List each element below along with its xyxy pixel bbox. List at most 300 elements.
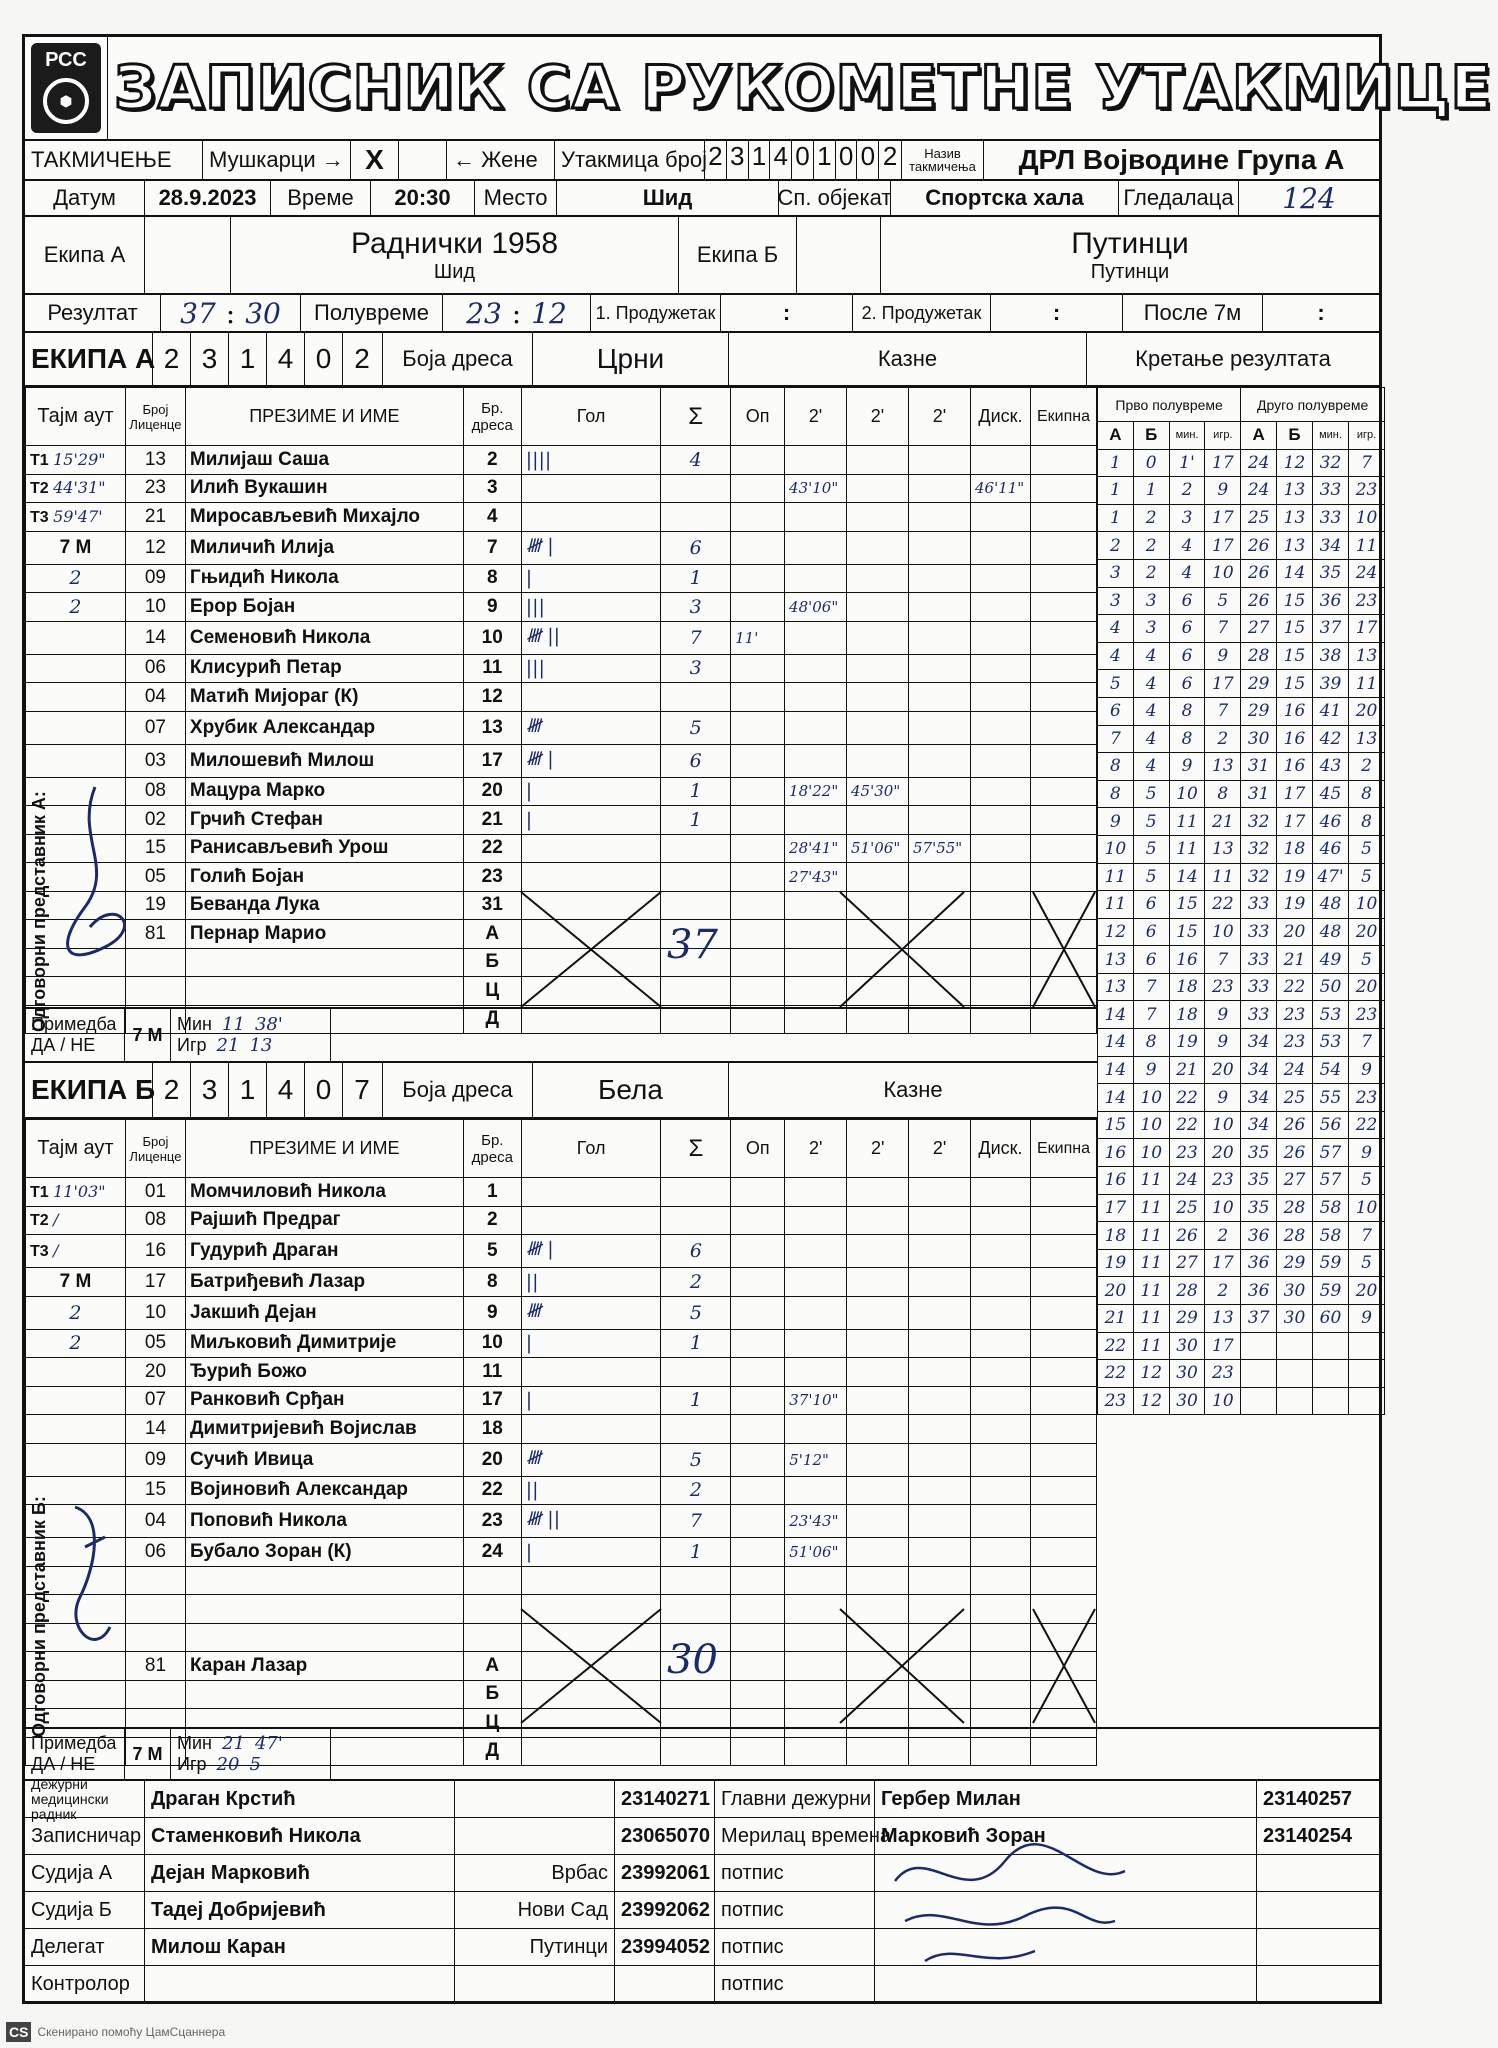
- two-min-3[interactable]: [909, 1415, 971, 1444]
- goal-sum[interactable]: [661, 1566, 731, 1595]
- progress-cell[interactable]: 35: [1312, 559, 1348, 587]
- progress-cell[interactable]: 26: [1241, 587, 1277, 615]
- disq-cell[interactable]: [970, 503, 1030, 532]
- two-min-1[interactable]: 23'43": [785, 1505, 847, 1538]
- progress-cell[interactable]: 10: [1133, 1111, 1169, 1139]
- progress-cell[interactable]: 4: [1133, 753, 1169, 781]
- team-penalty-cell[interactable]: [1030, 531, 1096, 564]
- progress-cell[interactable]: [1312, 1360, 1348, 1388]
- progress-cell[interactable]: 25: [1277, 1084, 1313, 1112]
- progress-cell[interactable]: 34: [1312, 532, 1348, 560]
- warning-cell[interactable]: [731, 1476, 785, 1505]
- two-min-2[interactable]: [847, 863, 909, 892]
- progress-cell[interactable]: 28: [1169, 1277, 1205, 1305]
- progress-cell[interactable]: [1312, 1332, 1348, 1360]
- two-min-3[interactable]: [909, 1443, 971, 1476]
- goal-sum[interactable]: 6: [661, 531, 731, 564]
- disq-cell[interactable]: [971, 1505, 1031, 1538]
- team-penalty-cell[interactable]: [1030, 1386, 1096, 1415]
- timeout-cell[interactable]: 2: [26, 593, 126, 622]
- progress-cell[interactable]: 13: [1277, 504, 1313, 532]
- goal-sum[interactable]: 7: [661, 621, 731, 654]
- progress-cell[interactable]: 9: [1205, 1001, 1241, 1029]
- progress-cell[interactable]: 1: [1098, 504, 1134, 532]
- goal-sum[interactable]: [661, 1178, 731, 1207]
- two-min-1[interactable]: [785, 920, 847, 949]
- timeout-cell[interactable]: [26, 711, 126, 744]
- two-min-2[interactable]: [847, 593, 909, 622]
- progress-cell[interactable]: 41: [1312, 697, 1348, 725]
- progress-cell[interactable]: 24: [1241, 449, 1277, 477]
- progress-cell[interactable]: 5: [1098, 670, 1134, 698]
- progress-cell[interactable]: 20: [1349, 1277, 1385, 1305]
- progress-cell[interactable]: 3: [1133, 615, 1169, 643]
- goal-sum[interactable]: 5: [661, 1443, 731, 1476]
- two-min-3[interactable]: [909, 863, 971, 892]
- two-min-1[interactable]: [785, 1680, 847, 1709]
- goal-sum[interactable]: 7: [661, 1505, 731, 1538]
- progress-cell[interactable]: 13: [1277, 532, 1313, 560]
- goal-sum[interactable]: [661, 1358, 731, 1387]
- timeout-cell[interactable]: [26, 1206, 126, 1235]
- two-min-2[interactable]: [847, 1268, 909, 1297]
- timeout-cell[interactable]: [26, 1443, 126, 1476]
- two-min-1[interactable]: [785, 564, 847, 593]
- progress-cell[interactable]: 57: [1312, 1167, 1348, 1195]
- disq-cell[interactable]: [971, 1268, 1031, 1297]
- warning-cell[interactable]: [731, 891, 785, 920]
- timeout-cell[interactable]: 7 М: [26, 1268, 126, 1297]
- disq-cell[interactable]: [971, 1443, 1031, 1476]
- two-min-1[interactable]: [785, 531, 847, 564]
- progress-cell[interactable]: 5: [1349, 1167, 1385, 1195]
- progress-cell[interactable]: 14: [1098, 1029, 1134, 1057]
- two-min-3[interactable]: [909, 1268, 971, 1297]
- progress-cell[interactable]: 56: [1312, 1111, 1348, 1139]
- progress-cell[interactable]: 34: [1241, 1056, 1277, 1084]
- progress-cell[interactable]: 16: [1277, 753, 1313, 781]
- progress-cell[interactable]: 15: [1098, 1111, 1134, 1139]
- warning-cell[interactable]: [731, 1235, 785, 1268]
- yes-no[interactable]: ДА / НЕ: [31, 1035, 96, 1055]
- progress-cell[interactable]: 10: [1205, 559, 1241, 587]
- progress-cell[interactable]: 36: [1241, 1249, 1277, 1277]
- progress-cell[interactable]: 6: [1133, 946, 1169, 974]
- team-penalty-cell[interactable]: [1030, 1505, 1096, 1538]
- goal-tally[interactable]: ||||: [521, 446, 661, 475]
- progress-cell[interactable]: [1241, 1360, 1277, 1388]
- progress-cell[interactable]: 18: [1277, 835, 1313, 863]
- progress-cell[interactable]: 46: [1312, 835, 1348, 863]
- progress-cell[interactable]: 1': [1169, 449, 1205, 477]
- progress-cell[interactable]: 27: [1241, 615, 1277, 643]
- progress-cell[interactable]: 58: [1312, 1194, 1348, 1222]
- goal-sum[interactable]: 2: [661, 1268, 731, 1297]
- two-min-1[interactable]: [785, 1595, 847, 1624]
- progress-cell[interactable]: 48: [1312, 918, 1348, 946]
- progress-cell[interactable]: 16: [1098, 1139, 1134, 1167]
- goal-sum[interactable]: 1: [661, 1386, 731, 1415]
- goal-tally[interactable]: 𝍸 |: [521, 1235, 661, 1268]
- progress-cell[interactable]: 6: [1133, 891, 1169, 919]
- progress-cell[interactable]: 2: [1205, 725, 1241, 753]
- progress-cell[interactable]: 53: [1312, 1029, 1348, 1057]
- progress-cell[interactable]: 4: [1133, 697, 1169, 725]
- team-penalty-cell[interactable]: [1030, 564, 1096, 593]
- disq-cell[interactable]: [971, 1329, 1031, 1358]
- two-min-1[interactable]: [785, 1652, 847, 1681]
- progress-cell[interactable]: 22: [1098, 1360, 1134, 1388]
- goal-sum[interactable]: [661, 1680, 731, 1709]
- team-penalty-cell[interactable]: [1030, 1329, 1096, 1358]
- two-min-3[interactable]: [909, 621, 971, 654]
- progress-cell[interactable]: 32: [1241, 863, 1277, 891]
- progress-cell[interactable]: 17: [1205, 1332, 1241, 1360]
- progress-cell[interactable]: 10: [1098, 835, 1134, 863]
- disq-cell[interactable]: [970, 920, 1030, 949]
- progress-cell[interactable]: 7: [1205, 615, 1241, 643]
- timeout-cell[interactable]: [26, 474, 126, 503]
- team-penalty-cell[interactable]: [1030, 1566, 1096, 1595]
- progress-cell[interactable]: 8: [1169, 725, 1205, 753]
- disq-cell[interactable]: [971, 1623, 1031, 1652]
- team-penalty-cell[interactable]: [1030, 1415, 1096, 1444]
- progress-cell[interactable]: 19: [1169, 1029, 1205, 1057]
- progress-cell[interactable]: 27: [1169, 1249, 1205, 1277]
- warning-cell[interactable]: [731, 948, 785, 977]
- two-min-2[interactable]: [847, 1476, 909, 1505]
- progress-cell[interactable]: 11: [1349, 532, 1385, 560]
- progress-cell[interactable]: 3: [1133, 587, 1169, 615]
- progress-cell[interactable]: 9: [1349, 1056, 1385, 1084]
- progress-cell[interactable]: 26: [1277, 1111, 1313, 1139]
- two-min-2[interactable]: 45'30": [847, 777, 909, 806]
- goal-sum[interactable]: 2: [661, 1476, 731, 1505]
- progress-cell[interactable]: 8: [1169, 697, 1205, 725]
- progress-cell[interactable]: [1349, 1360, 1385, 1388]
- warning-cell[interactable]: [731, 531, 785, 564]
- progress-cell[interactable]: 18: [1098, 1222, 1134, 1250]
- two-min-3[interactable]: [909, 1538, 971, 1567]
- warning-cell[interactable]: [731, 564, 785, 593]
- progress-cell[interactable]: 38: [1312, 642, 1348, 670]
- team-penalty-cell[interactable]: [1030, 654, 1096, 683]
- two-min-2[interactable]: [847, 1505, 909, 1538]
- warning-cell[interactable]: [731, 744, 785, 777]
- progress-cell[interactable]: 23: [1349, 477, 1385, 505]
- goal-sum[interactable]: 6: [661, 1235, 731, 1268]
- progress-cell[interactable]: 16: [1277, 697, 1313, 725]
- warning-cell[interactable]: [731, 1358, 785, 1387]
- progress-cell[interactable]: 24: [1241, 477, 1277, 505]
- progress-cell[interactable]: 11: [1205, 863, 1241, 891]
- warning-cell[interactable]: [731, 711, 785, 744]
- progress-cell[interactable]: 14: [1098, 1084, 1134, 1112]
- warning-cell[interactable]: [731, 834, 785, 863]
- two-min-1[interactable]: 48'06": [785, 593, 847, 622]
- warning-cell[interactable]: [731, 1505, 785, 1538]
- disq-cell[interactable]: [970, 621, 1030, 654]
- team-penalty-cell[interactable]: [1030, 621, 1096, 654]
- timeout-cell[interactable]: [26, 503, 126, 532]
- progress-cell[interactable]: 9: [1098, 808, 1134, 836]
- progress-cell[interactable]: 9: [1133, 1056, 1169, 1084]
- two-min-1[interactable]: [785, 503, 847, 532]
- two-min-2[interactable]: [847, 806, 909, 835]
- progress-cell[interactable]: 10: [1133, 1084, 1169, 1112]
- progress-cell[interactable]: 5: [1133, 808, 1169, 836]
- two-min-1[interactable]: [785, 1206, 847, 1235]
- goal-tally[interactable]: 𝍸: [521, 1296, 661, 1329]
- goal-sum[interactable]: 6: [661, 744, 731, 777]
- progress-cell[interactable]: 6: [1098, 697, 1134, 725]
- two-min-3[interactable]: [909, 503, 971, 532]
- progress-cell[interactable]: 10: [1169, 780, 1205, 808]
- two-min-2[interactable]: [847, 1296, 909, 1329]
- warning-cell[interactable]: [731, 1680, 785, 1709]
- timeout-cell[interactable]: [26, 1386, 126, 1415]
- timeout-cell[interactable]: [26, 683, 126, 712]
- progress-cell[interactable]: 22: [1169, 1111, 1205, 1139]
- progress-cell[interactable]: 22: [1277, 973, 1313, 1001]
- progress-cell[interactable]: 2: [1205, 1222, 1241, 1250]
- two-min-2[interactable]: [847, 1443, 909, 1476]
- goal-tally[interactable]: [521, 1358, 661, 1387]
- two-min-2[interactable]: [847, 1206, 909, 1235]
- progress-cell[interactable]: 26: [1241, 532, 1277, 560]
- goal-sum[interactable]: [661, 1206, 731, 1235]
- progress-cell[interactable]: 7: [1133, 973, 1169, 1001]
- progress-cell[interactable]: 29: [1277, 1249, 1313, 1277]
- two-min-2[interactable]: [847, 1329, 909, 1358]
- progress-cell[interactable]: 11: [1133, 1305, 1169, 1333]
- progress-cell[interactable]: 34: [1241, 1029, 1277, 1057]
- goal-sum[interactable]: 1: [661, 1538, 731, 1567]
- progress-cell[interactable]: 11: [1133, 1277, 1169, 1305]
- disq-cell[interactable]: [970, 711, 1030, 744]
- two-min-1[interactable]: 51'06": [785, 1538, 847, 1567]
- timeout-cell[interactable]: [26, 1358, 126, 1387]
- warning-cell[interactable]: [731, 654, 785, 683]
- goal-tally[interactable]: [521, 834, 661, 863]
- goal-tally[interactable]: [521, 863, 661, 892]
- team-penalty-cell[interactable]: [1030, 777, 1096, 806]
- progress-cell[interactable]: 19: [1277, 891, 1313, 919]
- goal-tally[interactable]: [521, 1206, 661, 1235]
- team-penalty-cell[interactable]: [1030, 863, 1096, 892]
- timeout-cell[interactable]: [26, 446, 126, 475]
- progress-cell[interactable]: 45: [1312, 780, 1348, 808]
- goal-tally[interactable]: 𝍸 ||: [521, 621, 661, 654]
- progress-cell[interactable]: 32: [1241, 835, 1277, 863]
- progress-cell[interactable]: 19: [1277, 863, 1313, 891]
- progress-cell[interactable]: 10: [1205, 1111, 1241, 1139]
- two-min-1[interactable]: [785, 948, 847, 977]
- disq-cell[interactable]: [970, 977, 1030, 1006]
- progress-cell[interactable]: 48: [1312, 891, 1348, 919]
- progress-cell[interactable]: 7: [1349, 449, 1385, 477]
- two-min-2[interactable]: 51'06": [847, 834, 909, 863]
- warning-cell[interactable]: 11': [731, 621, 785, 654]
- goal-tally[interactable]: 𝍸: [521, 711, 661, 744]
- progress-cell[interactable]: 46: [1312, 808, 1348, 836]
- progress-cell[interactable]: 20: [1349, 918, 1385, 946]
- disq-cell[interactable]: [971, 1652, 1031, 1681]
- progress-cell[interactable]: 5: [1349, 1249, 1385, 1277]
- two-min-1[interactable]: [785, 1415, 847, 1444]
- women-mark[interactable]: [399, 141, 447, 179]
- two-min-3[interactable]: [909, 1178, 971, 1207]
- two-min-2[interactable]: [847, 1358, 909, 1387]
- progress-cell[interactable]: 20: [1098, 1277, 1134, 1305]
- goal-sum[interactable]: 5: [661, 1296, 731, 1329]
- progress-cell[interactable]: 9: [1205, 642, 1241, 670]
- progress-cell[interactable]: 30: [1169, 1387, 1205, 1415]
- two-min-3[interactable]: [909, 1206, 971, 1235]
- team-penalty-cell[interactable]: [1030, 1235, 1096, 1268]
- two-min-1[interactable]: [785, 1358, 847, 1387]
- progress-cell[interactable]: 4: [1098, 615, 1134, 643]
- progress-cell[interactable]: 14: [1098, 1056, 1134, 1084]
- progress-cell[interactable]: 15: [1277, 587, 1313, 615]
- progress-cell[interactable]: 36: [1241, 1222, 1277, 1250]
- progress-cell[interactable]: 11: [1169, 808, 1205, 836]
- warning-cell[interactable]: [731, 1329, 785, 1358]
- progress-cell[interactable]: 23: [1349, 1084, 1385, 1112]
- progress-cell[interactable]: 57: [1312, 1139, 1348, 1167]
- disq-cell[interactable]: [970, 777, 1030, 806]
- progress-cell[interactable]: 13: [1349, 725, 1385, 753]
- progress-cell[interactable]: 33: [1241, 1001, 1277, 1029]
- two-min-2[interactable]: [847, 474, 909, 503]
- progress-cell[interactable]: 8: [1349, 780, 1385, 808]
- two-min-2[interactable]: [847, 1235, 909, 1268]
- disq-cell[interactable]: [970, 531, 1030, 564]
- progress-cell[interactable]: 17: [1277, 808, 1313, 836]
- progress-cell[interactable]: 7: [1349, 1029, 1385, 1057]
- progress-cell[interactable]: 20: [1349, 697, 1385, 725]
- progress-cell[interactable]: 13: [1277, 477, 1313, 505]
- two-min-1[interactable]: 37'10": [785, 1386, 847, 1415]
- disq-cell[interactable]: [970, 744, 1030, 777]
- goal-tally[interactable]: 𝍸: [521, 1443, 661, 1476]
- progress-cell[interactable]: 14: [1098, 1001, 1134, 1029]
- team-penalty-cell[interactable]: [1030, 1358, 1096, 1387]
- progress-cell[interactable]: 2: [1205, 1277, 1241, 1305]
- progress-cell[interactable]: 26: [1169, 1222, 1205, 1250]
- team-penalty-cell[interactable]: [1030, 1178, 1096, 1207]
- two-min-1[interactable]: [785, 1623, 847, 1652]
- timeout-cell[interactable]: [26, 1415, 126, 1444]
- goal-tally[interactable]: |: [521, 564, 661, 593]
- progress-cell[interactable]: 17: [1205, 449, 1241, 477]
- progress-cell[interactable]: 31: [1241, 780, 1277, 808]
- disq-cell[interactable]: [970, 593, 1030, 622]
- two-min-3[interactable]: [909, 654, 971, 683]
- two-min-2[interactable]: [847, 1178, 909, 1207]
- progress-cell[interactable]: 14: [1277, 559, 1313, 587]
- progress-cell[interactable]: 6: [1169, 670, 1205, 698]
- two-min-1[interactable]: [785, 1268, 847, 1297]
- progress-cell[interactable]: [1277, 1332, 1313, 1360]
- progress-cell[interactable]: 4: [1169, 559, 1205, 587]
- progress-cell[interactable]: 13: [1349, 642, 1385, 670]
- progress-cell[interactable]: 6: [1169, 615, 1205, 643]
- progress-cell[interactable]: 37: [1312, 615, 1348, 643]
- progress-cell[interactable]: 9: [1169, 753, 1205, 781]
- progress-cell[interactable]: 17: [1205, 1249, 1241, 1277]
- two-min-2[interactable]: [847, 1538, 909, 1567]
- progress-cell[interactable]: 25: [1169, 1194, 1205, 1222]
- progress-cell[interactable]: 23: [1169, 1139, 1205, 1167]
- progress-cell[interactable]: 11: [1133, 1194, 1169, 1222]
- team-penalty-cell[interactable]: [1030, 446, 1096, 475]
- team-penalty-cell[interactable]: [1030, 503, 1096, 532]
- progress-cell[interactable]: 26: [1277, 1139, 1313, 1167]
- warning-cell[interactable]: [731, 503, 785, 532]
- progress-cell[interactable]: 8: [1133, 1029, 1169, 1057]
- progress-cell[interactable]: 4: [1133, 642, 1169, 670]
- progress-cell[interactable]: 35: [1241, 1194, 1277, 1222]
- warning-cell[interactable]: [731, 1178, 785, 1207]
- two-min-3[interactable]: [909, 683, 971, 712]
- progress-cell[interactable]: 4: [1133, 725, 1169, 753]
- goal-tally[interactable]: [521, 683, 661, 712]
- goal-sum[interactable]: [661, 834, 731, 863]
- team-penalty-cell[interactable]: [1030, 474, 1096, 503]
- progress-cell[interactable]: 13: [1205, 1305, 1241, 1333]
- progress-cell[interactable]: 10: [1205, 1194, 1241, 1222]
- warning-cell[interactable]: [731, 920, 785, 949]
- progress-cell[interactable]: 12: [1133, 1360, 1169, 1388]
- warning-cell[interactable]: [731, 1652, 785, 1681]
- progress-cell[interactable]: 9: [1205, 477, 1241, 505]
- progress-cell[interactable]: 15: [1169, 918, 1205, 946]
- disq-cell[interactable]: [970, 948, 1030, 977]
- progress-cell[interactable]: 1: [1098, 449, 1134, 477]
- progress-cell[interactable]: 11: [1349, 670, 1385, 698]
- progress-cell[interactable]: 9: [1349, 1305, 1385, 1333]
- two-min-3[interactable]: [909, 1566, 971, 1595]
- progress-cell[interactable]: 7: [1349, 1222, 1385, 1250]
- progress-cell[interactable]: 5: [1349, 946, 1385, 974]
- progress-cell[interactable]: 16: [1098, 1167, 1134, 1195]
- progress-cell[interactable]: 30: [1169, 1332, 1205, 1360]
- progress-cell[interactable]: 17: [1205, 504, 1241, 532]
- goal-sum[interactable]: [661, 977, 731, 1006]
- progress-cell[interactable]: 2: [1133, 504, 1169, 532]
- progress-cell[interactable]: 3: [1169, 504, 1205, 532]
- progress-cell[interactable]: 30: [1277, 1277, 1313, 1305]
- progress-cell[interactable]: 10: [1133, 1139, 1169, 1167]
- progress-cell[interactable]: 21: [1098, 1305, 1134, 1333]
- two-min-2[interactable]: [847, 531, 909, 564]
- two-min-1[interactable]: [785, 1178, 847, 1207]
- progress-cell[interactable]: 6: [1169, 587, 1205, 615]
- timeout-cell[interactable]: 2: [26, 564, 126, 593]
- two-min-3[interactable]: [909, 1505, 971, 1538]
- two-min-1[interactable]: [785, 1329, 847, 1358]
- timeout-cell[interactable]: [26, 1178, 126, 1207]
- warning-cell[interactable]: [731, 777, 785, 806]
- progress-cell[interactable]: 15: [1169, 891, 1205, 919]
- progress-cell[interactable]: 33: [1241, 973, 1277, 1001]
- goal-tally[interactable]: |: [521, 1329, 661, 1358]
- progress-cell[interactable]: 33: [1312, 477, 1348, 505]
- progress-cell[interactable]: 59: [1312, 1277, 1348, 1305]
- men-mark[interactable]: X: [351, 141, 399, 179]
- progress-cell[interactable]: 59: [1312, 1249, 1348, 1277]
